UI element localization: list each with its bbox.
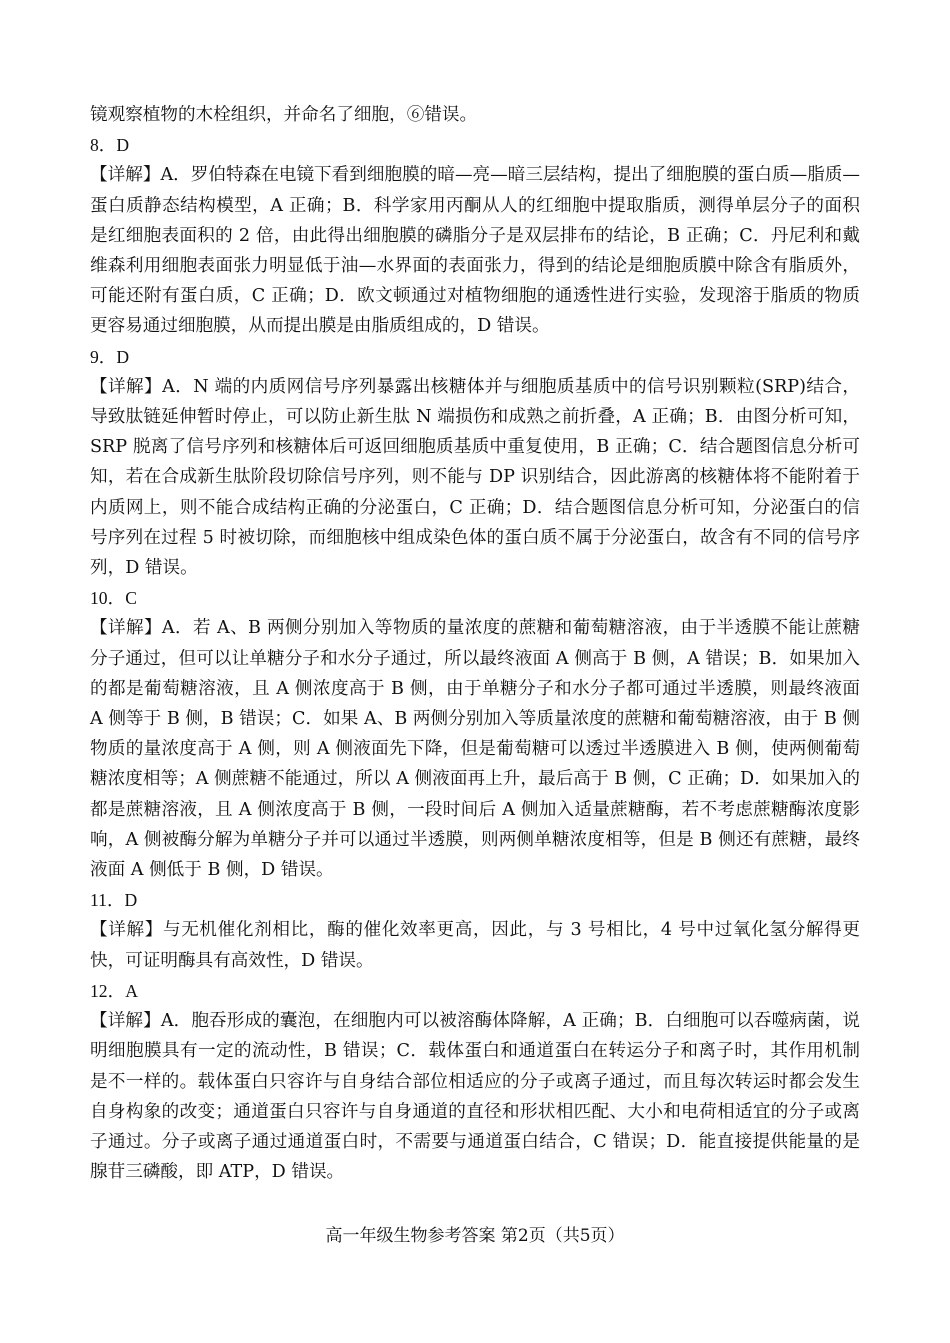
- answer-11: 11．D: [90, 890, 138, 911]
- answer-8: 8．D: [90, 135, 130, 156]
- explanation-8: 【详解】A．罗伯特森在电镜下看到细胞膜的暗—亮—暗三层结构，提出了细胞膜的蛋白质—脂质—蛋白质静态结构模型，A 正确；B．科学家用丙酮从人的红细胞中提取脂质，测得单层分子的面积是红细胞表面积的 2 倍，由此得出细胞膜的磷脂分子是双层排布的结论，B 正确；C．丹尼利和戴维森利用细胞表面张力明显低于油—水界面的表面张力，得到的结论是细胞质膜中除含有脂质外，可能还附有蛋白质，C 正确；D．欧文顿通过对植物细胞的通透性进行实验，发现溶于脂质的物质更容易通过细胞膜，从而提出膜是由脂质组成的，D 错误。: [90, 165, 860, 337]
- answer-12: 12．A: [90, 980, 138, 1001]
- explanation-11: 【详解】与无机催化剂相比，酶的催化效率更高，因此，与 3 号相比，4 号中过氧化氢分解得更快，可证明酶具有高效性，D 错误。: [90, 920, 860, 971]
- answer-content: [90, 100, 860, 1187]
- page-footer: 高一年级生物参考答案 第2页（共5页）: [325, 1226, 625, 1246]
- answer-10: 10．C: [90, 588, 137, 609]
- explanation-12: 【详解】A．胞吞形成的囊泡，在细胞内可以被溶酶体降解，A 正确；B．白细胞可以吞噬病菌，说明细胞膜具有一定的流动性，B 错误；C．载体蛋白和通道蛋白在转运分子和离子时，其作用机制是不一样的。载体蛋白只容许与自身结合部位相适应的分子或离子通过，而且每次转运时都会发生自身构象的改变；通道蛋白只容许与自身通道的直径和形状相匹配、大小和电荷相适宜的分子或离子通过。分子或离子通过通道蛋白时，不需要与通道蛋白结合，C 错误；D．能直接提供能量的是腺苷三磷酸，即 ATP，D 错误。: [90, 1011, 860, 1183]
- explanation-10: 【详解】A．若 A、B 两侧分别加入等物质的量浓度的蔗糖和葡萄糖溶液，由于半透膜不能让蔗糖分子通过，但可以让单糖分子和水分子通过，所以最终液面 A 侧高于 B 侧，A 错误；B．如果加入的都是葡萄糖溶液，且 A 侧浓度高于 B 侧，由于单糖分子和水分子都可通过半透膜，则最终液面 A 侧等于 B 侧，B 错误；C．如果 A、B 两侧分别加入等质量浓度的蔗糖和葡萄糖溶液，由于 B 侧物质的量浓度高于 A 侧，则 A 侧液面先下降，但是葡萄糖可以透过半透膜进入 B 侧，使两侧葡萄糖浓度相等；A 侧蔗糖不能通过，所以 A 侧液面再上升，最后高于 B 侧，C 正确；D．如果加入的都是蔗糖溶液，且 A 侧浓度高于 B 侧，一段时间后 A 侧加入适量蔗糖酶，若不考虑蔗糖酶浓度影响，A 侧被酶分解为单糖分子并可以通过半透膜，则两侧单糖浓度相等，但是 B 侧还有蔗糖，最终液面 A 侧低于 B 侧，D 错误。: [90, 618, 860, 881]
- paragraph-continued: 镜观察植物的木栓组织，并命名了细胞，⑥错误。: [90, 105, 478, 125]
- explanation-9: 【详解】A．N 端的内质网信号序列暴露出核糖体并与细胞质基质中的信号识别颗粒(SRP)结合，导致肽链延伸暂时停止，可以防止新生肽 N 端损伤和成熟之前折叠，A 正确；B．由图分析可知，SRP 脱离了信号序列和核糖体后可返回细胞质基质中重复使用，B 正确；C．结合题图信息分析可知，若在合成新生肽阶段切除信号序列，则不能与 DP 识别结合，因此游离的核糖体将不能附着于内质网上，则不能合成结构正确的分泌蛋白，C 正确；D．结合题图信息分析可知，分泌蛋白的信号序列在过程 5 时被切除，而细胞核中组成染色体的蛋白质不属于分泌蛋白，故含有不同的信号序列，D 错误。: [90, 376, 860, 579]
- answer-9: 9．D: [90, 346, 130, 367]
